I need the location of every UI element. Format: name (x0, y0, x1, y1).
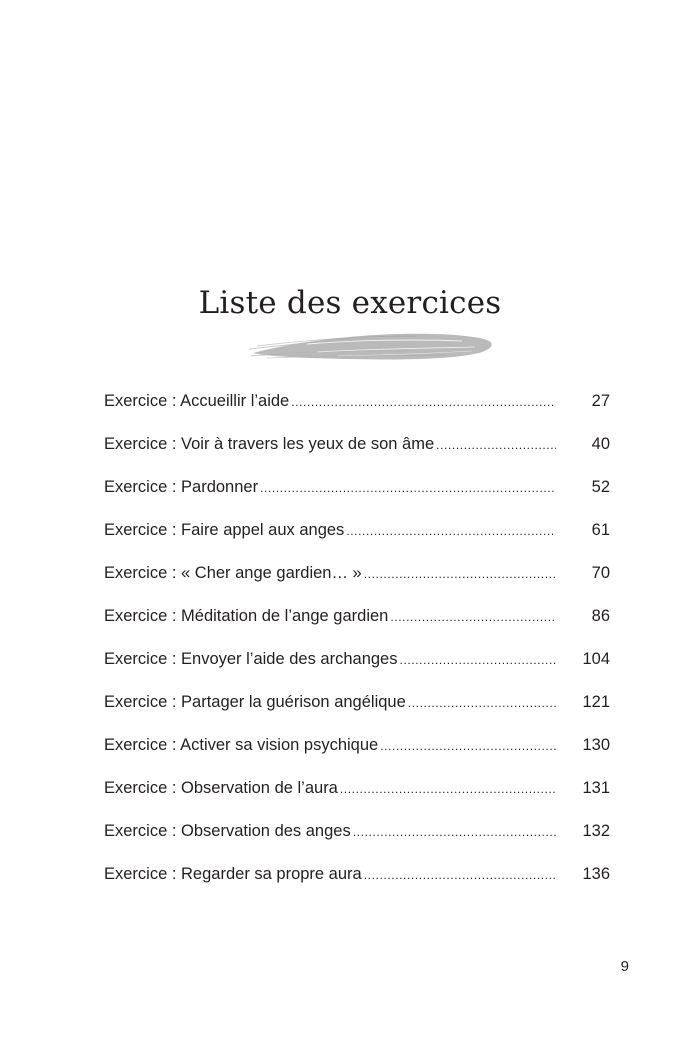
dot-leader (408, 688, 556, 717)
dot-leader (346, 516, 556, 545)
dot-leader (364, 559, 556, 588)
toc-entry-title: Exercice : Partager la guérison angélique (104, 693, 406, 711)
dot-leader (436, 430, 556, 459)
dot-leader (291, 387, 556, 416)
toc-entry-title: Exercice : Faire appel aux anges (104, 521, 345, 539)
toc-entry-title: Exercice : Observation de l’aura (104, 779, 338, 797)
toc-entry-page: 131 (582, 779, 610, 797)
dot-leader (380, 731, 556, 760)
toc-entry-title: Exercice : Accueillir l’aide (104, 392, 290, 410)
toc-entry (104, 774, 610, 817)
toc-entry-page: 61 (591, 521, 610, 539)
toc-entry-title: Exercice : Méditation de l’ange gardien (104, 607, 389, 625)
dot-leader (400, 645, 557, 674)
toc-entry (104, 817, 610, 860)
toc-entry (104, 473, 610, 516)
toc-entry-title: Exercice : Pardonner (104, 478, 259, 496)
toc-entry-title: Exercice : « Cher ange gardien… » (104, 564, 362, 582)
toc-entry (104, 602, 610, 645)
dot-leader (340, 774, 556, 803)
dot-leader (364, 860, 556, 889)
toc-entry-title: Exercice : Observation des anges (104, 822, 351, 840)
toc-list (104, 387, 610, 903)
toc-entry (104, 860, 610, 903)
toc-entry-page: 27 (591, 392, 610, 410)
dot-leader (353, 817, 556, 846)
toc-entry-page: 130 (582, 736, 610, 754)
toc-entry-page: 70 (591, 564, 610, 582)
toc-entry (104, 559, 610, 602)
page-number: 9 (620, 958, 629, 975)
toc-entry-title: Exercice : Regarder sa propre aura (104, 865, 362, 883)
toc-entry-title: Exercice : Activer sa vision psychique (104, 736, 379, 754)
toc-entry (104, 645, 610, 688)
toc-entry (104, 731, 610, 774)
toc-entry-title: Exercice : Envoyer l’aide des archanges (104, 650, 398, 668)
toc-entry-page: 121 (582, 693, 610, 711)
toc-entry-page: 104 (582, 650, 610, 668)
toc-entry (104, 688, 610, 731)
dot-leader (260, 473, 556, 502)
toc-entry (104, 387, 610, 430)
toc-entry-page: 40 (591, 435, 610, 453)
toc-entry (104, 516, 610, 559)
toc-entry-page: 132 (582, 822, 610, 840)
toc-entry-page: 86 (591, 607, 610, 625)
toc-entry-title: Exercice : Voir à travers les yeux de son âme (104, 435, 435, 453)
brush-stroke-divider (247, 322, 507, 368)
page-title: Liste des exercices (198, 285, 502, 321)
toc-entry (104, 430, 610, 473)
toc-entry-page: 136 (582, 865, 610, 883)
toc-entry-page: 52 (591, 478, 610, 496)
dot-leader (390, 602, 556, 631)
